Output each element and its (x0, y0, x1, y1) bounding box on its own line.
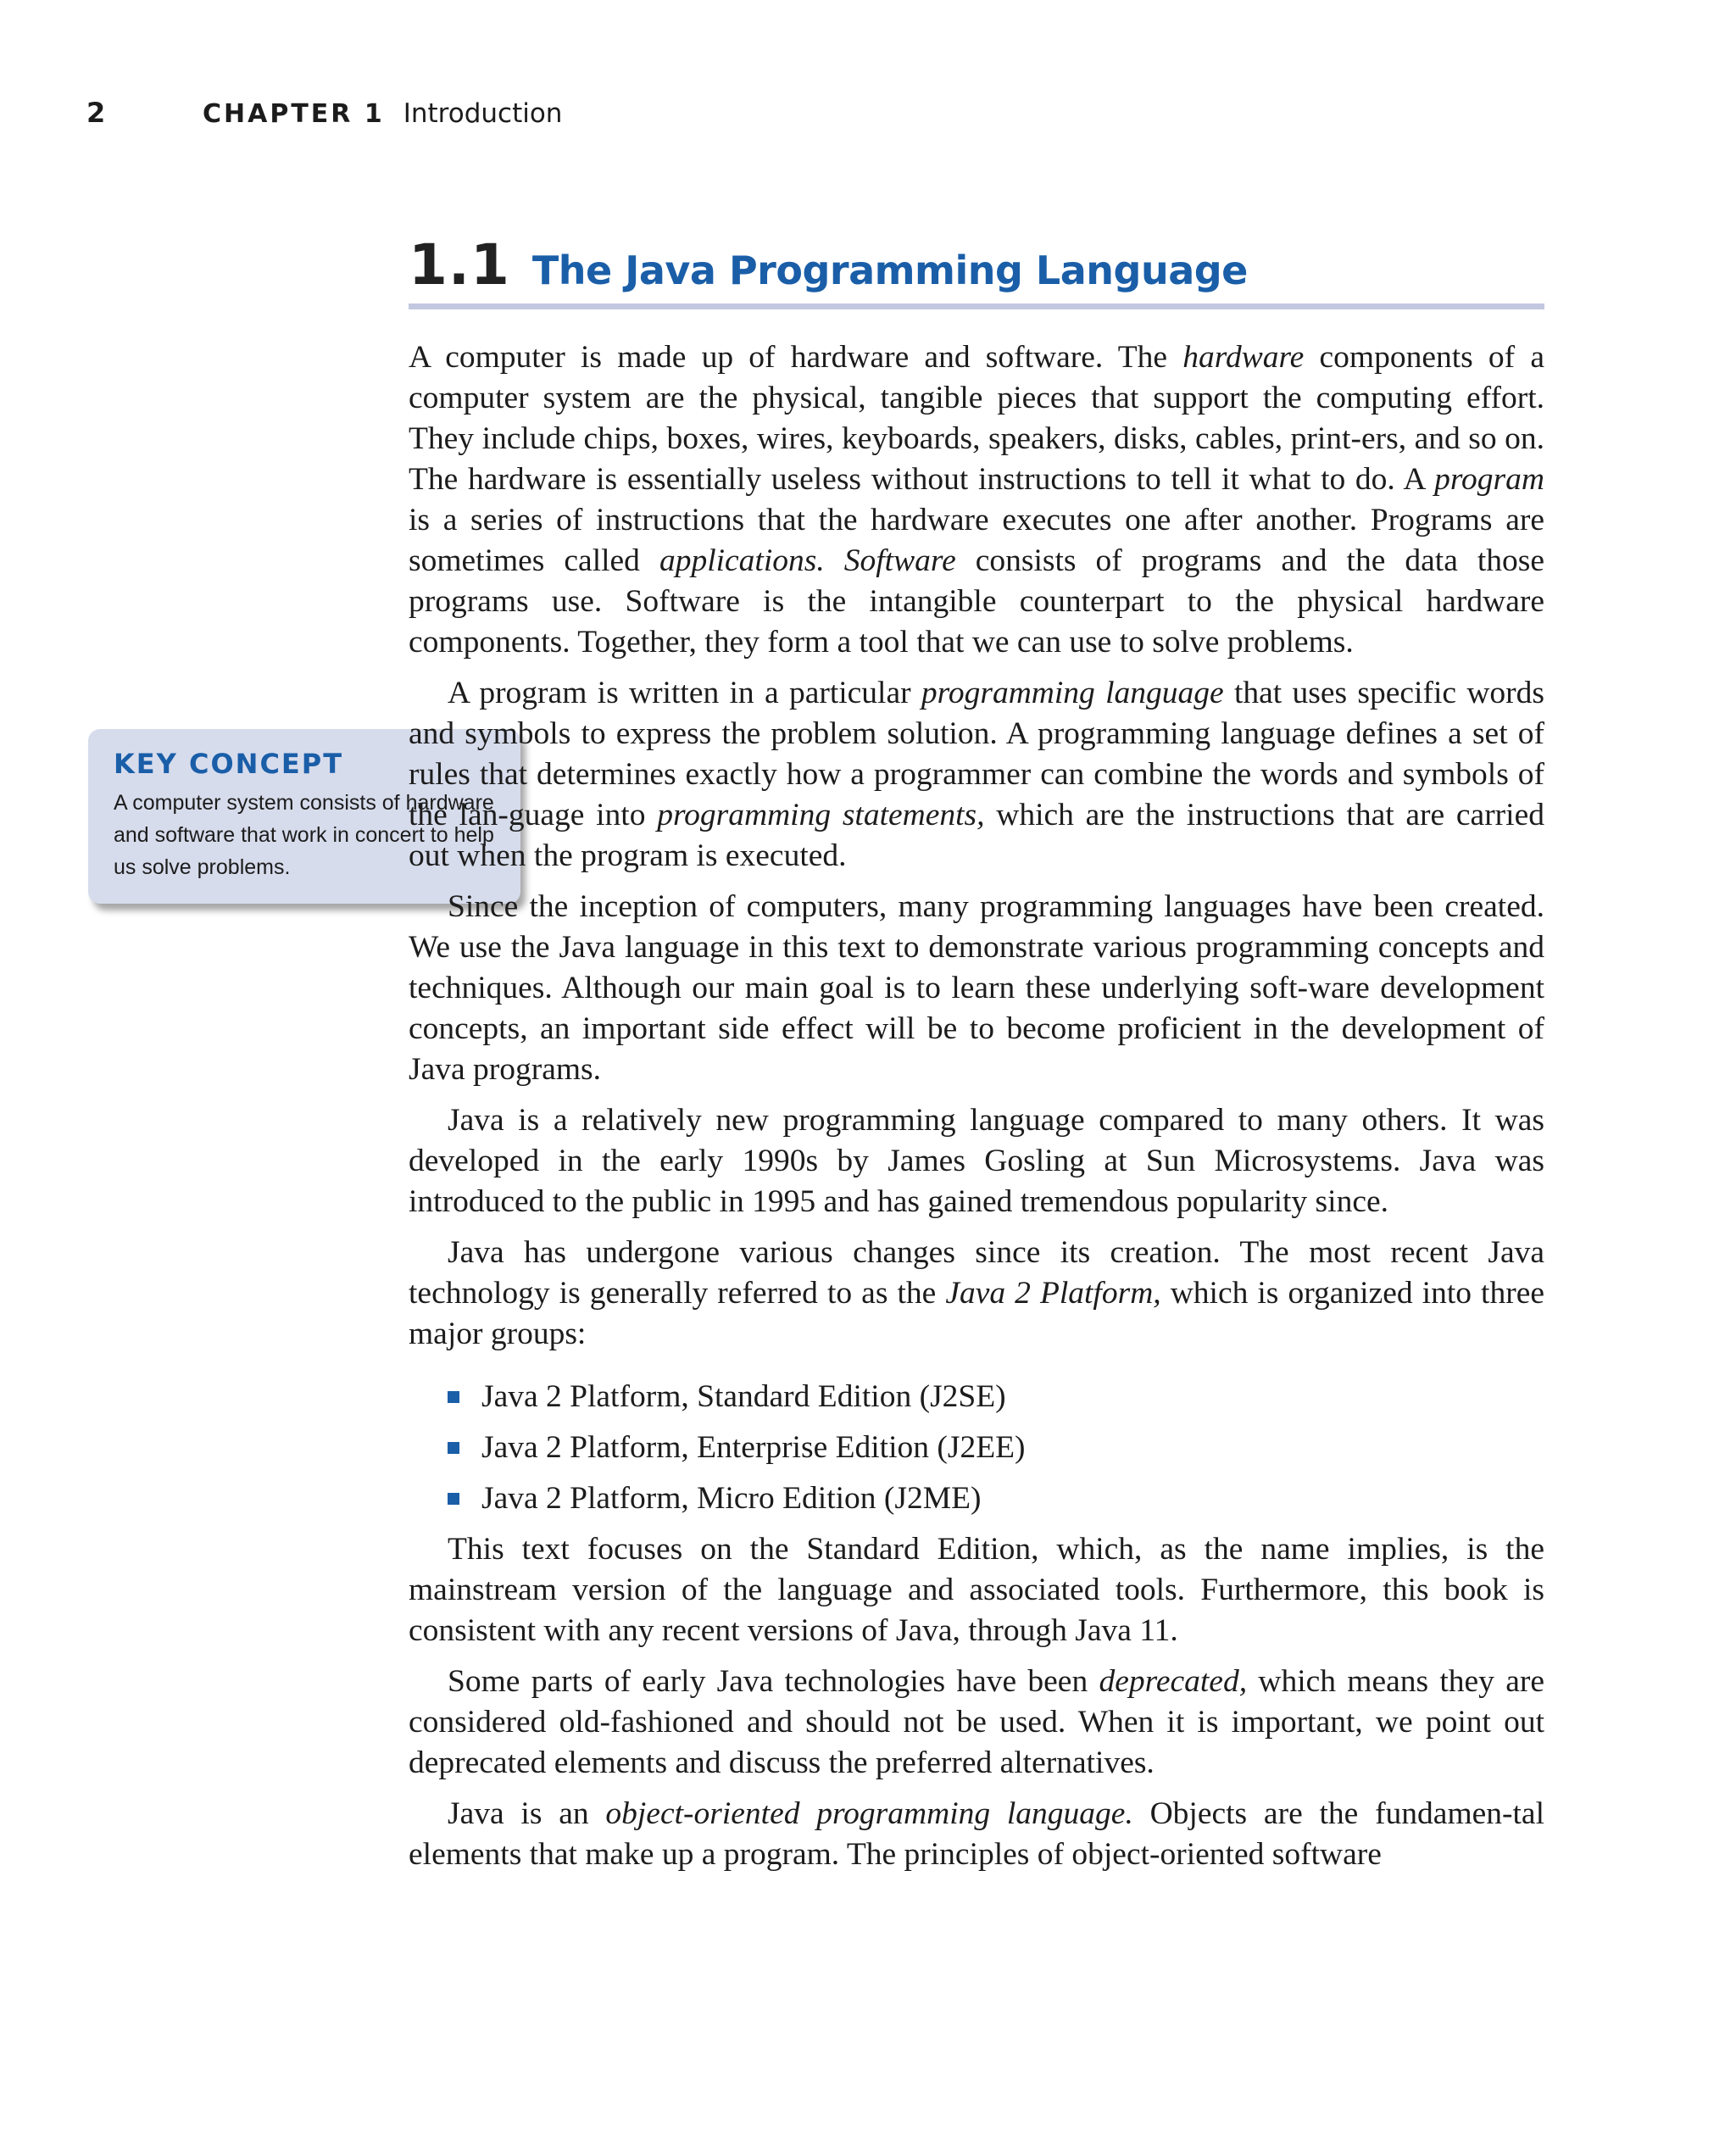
list-item (448, 1478, 1544, 1519)
running-head (86, 97, 562, 139)
text-run: which is organized into three major groups: (409, 1276, 1544, 1351)
emphasis-deprecated: deprecated, (1099, 1664, 1248, 1699)
chapter-label: CHAPTER 1 (203, 99, 385, 129)
platform-list (409, 1377, 1544, 1519)
list-item (448, 1428, 1544, 1468)
text-run: Java has undergone various changes since its creation. The most recent Java technology is generally referred to as the (409, 1235, 1544, 1311)
paragraph-2 (409, 673, 1544, 877)
text-run: consists of programs and the data those programs use. Software is the intangible counterpart to the physical hardware components. Together, they form a tool that we can use to solve problems. (409, 543, 1545, 660)
list-item (448, 1377, 1544, 1417)
list-item-text: Java 2 Platform, Micro Edition (J2ME) (481, 1481, 982, 1516)
emphasis-program: program (1434, 462, 1544, 497)
text-run: Some parts of early Java technologies have been (448, 1664, 1099, 1699)
emphasis-hardware: hardware (1182, 340, 1305, 375)
emphasis-programming-language: programming language (921, 676, 1224, 710)
square-bullet-icon (448, 1391, 459, 1403)
paragraph-1 (409, 337, 1544, 663)
emphasis-software: Software (843, 543, 956, 578)
text-run: which are the instructions that are carried out when the program is executed. (409, 798, 1544, 873)
paragraph-3: Since the inception of computers, many programming languages have been created. We use the Java language in this text to demonstrate various programming concepts and techniques. Although our main goal is to learn these underlying soft-ware development concepts, an important side effect will be to become proficient in the development of Java programs. (409, 889, 1544, 1087)
emphasis-programming-statements: programming statements, (657, 798, 985, 832)
emphasis-applications: applications. (659, 543, 825, 578)
paragraph-7 (409, 1662, 1544, 1784)
chapter-title: Introduction (403, 98, 563, 129)
text-run: Objects are the fundamen-tal elements that make up a program. The principles of object-oriented software (409, 1796, 1544, 1872)
emphasis-java-2-platform: Java 2 Platform, (945, 1276, 1161, 1311)
text-run: A computer is made up of hardware and software. The (409, 340, 1183, 375)
text-run: components of a computer system are the physical, tangible pieces that support the computing effort. They include chips, boxes, wires, keyboards, speakers, disks, cables, print-ers, and so on. The hardware is essentially useless without instructions to tell it what to do. A (409, 340, 1544, 497)
paragraph-5 (409, 1233, 1544, 1355)
emphasis-object-oriented: object-oriented programming language. (605, 1796, 1133, 1831)
key-concept-label: KEY CONCEPT (114, 748, 344, 780)
text-run: is a series of instructions that the hardware executes one after another. Programs are sometimes called (409, 503, 1544, 578)
section-title: The Java Programming Language (531, 248, 1248, 293)
square-bullet-icon (448, 1493, 459, 1505)
text-run: which means they are considered old-fashioned and should not be used. When it is important, we point out deprecated elements and discuss the preferred alternatives. (409, 1664, 1544, 1780)
square-bullet-icon (448, 1442, 459, 1454)
text-run: Java is an (448, 1796, 606, 1831)
body-text (409, 337, 1544, 1885)
list-item-text: Java 2 Platform, Standard Edition (J2SE) (481, 1379, 1006, 1414)
text-run (825, 543, 844, 578)
section-heading (409, 232, 1544, 309)
text-run: A program is written in a particular (448, 676, 921, 710)
section-number: 1.1 (409, 232, 510, 298)
key-concept-text: A computer system consists of hardware and software that work in concert to help us solve problems. (114, 791, 494, 879)
paragraph-4: Java is a relatively new programming language compared to many others. It was developed in the early 1990s by James Gosling at Sun Microsystems. Java was introduced to the public in 1995 and has gained tremendous popularity since. (409, 1103, 1544, 1219)
text-run: that uses specific words and symbols to express the problem solution. A programming language defines a set of rules that determines exactly how a programmer can combine the words and symbols of the lan-guage into (409, 676, 1544, 832)
list-item-text: Java 2 Platform, Enterprise Edition (J2EE) (481, 1430, 1026, 1465)
page-number: 2 (86, 97, 106, 129)
paragraph-6: This text focuses on the Standard Edition, which, as the name implies, is the mainstream version of the language and associated tools. Furthermore, this book is consistent with any recent versions of Java, through Java 11. (409, 1532, 1544, 1648)
paragraph-8 (409, 1794, 1544, 1875)
